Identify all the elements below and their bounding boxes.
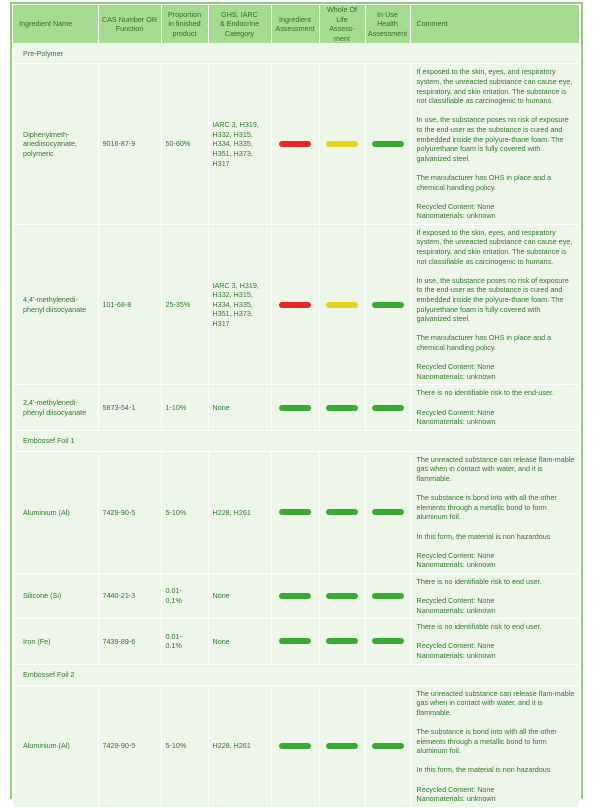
section-row-pre-polymer	[13, 43, 579, 64]
in-use-health-cell	[365, 385, 410, 430]
whole-of-life-cell	[319, 385, 365, 430]
green-rating-bar	[326, 405, 358, 411]
green-rating-bar	[372, 509, 404, 515]
red-rating-bar	[279, 141, 311, 147]
ghs-category: IARC 3, H319, H332, H315, H334, H335, H351, H373, H317	[208, 64, 271, 225]
cas-number: 7429-90-5	[98, 451, 161, 573]
table-row-aluminium	[13, 451, 579, 573]
yellow-rating-bar	[326, 302, 358, 308]
header-ingredient-assessment: Ingredient Assessment	[271, 5, 319, 43]
green-rating-bar	[372, 638, 404, 644]
table-row-silicone	[13, 573, 579, 618]
comment-cell: The unreacted substance can release flam-mable gas when in contact with water, and it is flammable. The substance is bond into with all the other elements through a metallic bond to form aluminum foil. In this form, the material is non hazardous Recycled Content: None Nanomaterials: unknown	[410, 685, 579, 807]
whole-of-life-cell	[319, 685, 365, 807]
ingredient-name: 2,4'-methylenedi- phenyl diisocyanate	[13, 385, 98, 430]
in-use-health-cell	[365, 685, 410, 807]
ingredient-name: Diphenylmeth- anediisocyanate, polymeric	[13, 64, 98, 225]
green-rating-bar	[279, 405, 311, 411]
cas-number: 7439-89-6	[98, 619, 161, 664]
section-label: Pre-Polymer	[13, 43, 579, 64]
whole-of-life-cell	[319, 64, 365, 225]
cas-number: 5873-54-1	[98, 385, 161, 430]
table-row-mdi-24	[13, 385, 579, 430]
proportion: 0.01- 0.1%	[161, 619, 208, 664]
in-use-health-cell	[365, 64, 410, 225]
green-rating-bar	[326, 509, 358, 515]
header-cas-number: CAS Number OR Function	[98, 5, 161, 43]
header-in-use-health: In Use Health Assessment	[365, 5, 410, 43]
ghs-category: None	[208, 573, 271, 618]
green-rating-bar	[372, 593, 404, 599]
section-row-embossed-foil-2	[13, 664, 579, 685]
whole-of-life-cell	[319, 573, 365, 618]
header-proportion: Proportion in finished product	[161, 5, 208, 43]
proportion: 5-10%	[161, 451, 208, 573]
ingredient-name: Silicone (Si)	[13, 573, 98, 618]
green-rating-bar	[279, 743, 311, 749]
ingredient-assessment-cell	[271, 385, 319, 430]
header-ghs-category: GHS, IARC & Endocrine Category	[208, 5, 271, 43]
ingredient-table	[13, 5, 580, 808]
in-use-health-cell	[365, 573, 410, 618]
section-row-embossed-foil-1	[13, 430, 579, 451]
ingredient-name: Aluminium (Al)	[13, 685, 98, 807]
ghs-category: None	[208, 385, 271, 430]
proportion: 1-10%	[161, 385, 208, 430]
ingredient-assessment-cell	[271, 451, 319, 573]
ingredient-assessment-cell	[271, 685, 319, 807]
header-ingredient-name: Ingredient Name	[13, 5, 98, 43]
table-row-iron	[13, 619, 579, 664]
proportion: 0.01- 0.1%	[161, 573, 208, 618]
red-rating-bar	[279, 302, 311, 308]
in-use-health-cell	[365, 224, 410, 385]
proportion: 50-60%	[161, 64, 208, 225]
green-rating-bar	[372, 302, 404, 308]
section-label: Embossef Foil 2	[13, 664, 579, 685]
cas-number: 7440-21-3	[98, 573, 161, 618]
cas-number: 9016-87-9	[98, 64, 161, 225]
proportion: 5-10%	[161, 685, 208, 807]
comment-cell: There is no identifiable risk to the end-user. Recycled Content: None Nanomaterials: unknown	[410, 385, 579, 430]
green-rating-bar	[372, 405, 404, 411]
ingredient-assessment-cell	[271, 573, 319, 618]
proportion: 25-35%	[161, 224, 208, 385]
ingredient-name: 4,4'-methylenedi- phenyl diisocyanate	[13, 224, 98, 385]
comment-cell: If exposed to the skin, eyes, and respiratory system, the unreacted substance can cause eye, respiratory, and skin irritation. The substance is not classifiable as carcinogenic to humans. In use, the substance poses no risk of exposure to the end-user as the substance is cured and embedded inside the polyure-thane foam. The polyurethane foam is fully covered with galvanized steel. The manufacturer has OHS in place and a chemical handling policy. Recycled Content: None Nanomaterials: unknown	[410, 224, 579, 385]
ghs-category: H228, H261	[208, 451, 271, 573]
table-row-mdi-44	[13, 224, 579, 385]
in-use-health-cell	[365, 451, 410, 573]
green-rating-bar	[279, 638, 311, 644]
header-row	[13, 5, 579, 43]
table-row-aluminium-2	[13, 685, 579, 807]
green-rating-bar	[326, 743, 358, 749]
comment-cell: The unreacted substance can release flam-mable gas when in contact with water, and it is flammable. The substance is bond into with all the other elements through a metallic bond to form aluminum foil. In this form, the material is non hazardous Recycled Content: None Nanomaterials: unknown	[410, 451, 579, 573]
ghs-category: IARC 3, H319, H332, H315, H334, H335, H351, H373, H317	[208, 224, 271, 385]
green-rating-bar	[326, 638, 358, 644]
green-rating-bar	[372, 141, 404, 147]
green-rating-bar	[326, 593, 358, 599]
ghs-category: None	[208, 619, 271, 664]
ingredient-assessment-cell	[271, 64, 319, 225]
green-rating-bar	[279, 509, 311, 515]
section-label: Embossef Foil 1	[13, 430, 579, 451]
comment-cell: There is no identifiable risk to end user. Recycled Content: None Nanomaterials: unknown	[410, 573, 579, 618]
header-whole-of-life: Whole Of Life Assess- ment	[319, 5, 365, 43]
ingredient-assessment-cell	[271, 224, 319, 385]
ingredient-name: Aluminium (Al)	[13, 451, 98, 573]
green-rating-bar	[279, 593, 311, 599]
ghs-category: H228, H261	[208, 685, 271, 807]
yellow-rating-bar	[326, 141, 358, 147]
ingredient-name: Iron (Fe)	[13, 619, 98, 664]
whole-of-life-cell	[319, 451, 365, 573]
comment-cell: If exposed to the skin, eyes, and respiratory system, the unreacted substance can cause eye, respiratory, and skin irritation. The substance is not classifiable as carcinogenic to humans. In use, the substance poses no risk of exposure to the end-user as the substance is cured and embedded inside the polyure-thane foam. The polyurethane foam is fully covered with galvanized steel. The manufacturer has OHS in place and a chemical handling policy. Recycled Content: None Nanomaterials: unknown	[410, 64, 579, 225]
green-rating-bar	[372, 743, 404, 749]
ingredient-assessment-cell	[271, 619, 319, 664]
whole-of-life-cell	[319, 619, 365, 664]
table-row-diphenylmethane	[13, 64, 579, 225]
whole-of-life-cell	[319, 224, 365, 385]
header-comment: Comment	[410, 5, 579, 43]
in-use-health-cell	[365, 619, 410, 664]
cas-number: 7429-90-5	[98, 685, 161, 807]
comment-cell: There is no identifiable risk to end user. Recycled Content: None Nanomaterials: unknown	[410, 619, 579, 664]
cas-number: 101-68-8	[98, 224, 161, 385]
